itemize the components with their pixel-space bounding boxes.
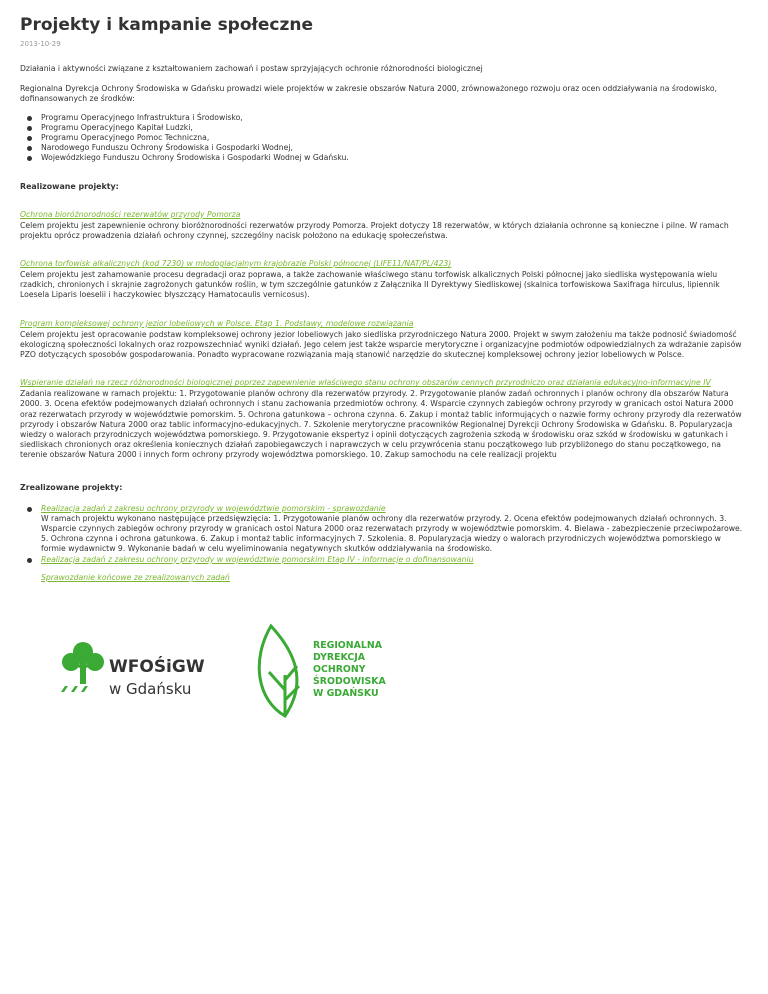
project-entry bbox=[20, 251, 748, 301]
completed-projects-heading: Zrealizowane projekty: bbox=[20, 482, 123, 492]
ongoing-projects-heading: Realizowane projekty: bbox=[20, 181, 119, 191]
completed-project-description: W ramach projektu wykonano następujące przedsięwzięcia: 1. Przygotowanie planów ochrony dla rezerwatów przyrody. 2. Ocena efektów podejmowanych działań ochronnych. 3. Wsparcie czynnych zabiegów ochrony przyrody w granicach ostoi Natura 2000 oraz rezerwatach przyrody w województwie pomorskim. 4. Bielawa - zabezpieczenie przeciwpożarowe. 5. Ochrona czynna i ochrona gatunkowa. 6. Zakup i montaż tablic informacyjnych 7. Szkolenia. 8. Popularyzacja wiedzy o walorach przyrodniczych województwa pomorskiego w formie wydawnictw 9. Wykonanie badań w celu wyeliminowania negatywnych skutków oddziaływania na środowisko. bbox=[41, 513, 743, 554]
project-entry bbox=[20, 370, 748, 460]
funding-item: Programu Operacyjnego Pomoc Techniczna, bbox=[33, 133, 748, 143]
funding-item: Narodowego Funduszu Ochrony Środowiska i Gospodarki Wodnej, bbox=[33, 143, 748, 153]
project-link[interactable]: Wspieranie działań na rzecz różnorodności biologicznej poprzez zapewnienie właściwego stanu ochrony obszarów cennych przyrodniczo oraz działania edukacyjno-informacyjne IV bbox=[20, 378, 711, 388]
project-description: Celem projektu jest zahamowanie procesu degradacji oraz poprawa, a także zachowanie właściwego stanu torfowisk alkalicznych Polski północnej jako siedliska występowania wielu rzadkich, chronionych i skrajnie zagrożonych gatunków roślin, w tym szczególnie gatunków z Załącznika II Dyrektywy Siedliskowej (skalnica torfowiskowa Saxifraga hirculus, lipiennik Loesela Liparis loeselii i haczykowiec błyszczący Hamatocaulis vernicosus). bbox=[20, 270, 720, 300]
completed-project-link[interactable]: Realizacja zadań z zakresu ochrony przyrody w województwie pomorskim - sprawozdanie bbox=[41, 503, 386, 513]
project-description: Celem projektu jest zapewnienie ochrony bioróżnorodności rezerwatów przyrody Pomorza. Projekt dotyczy 18 rezerwatów, w których działania ochronne są konieczne i pilne. W ramach projektu oprócz prowadzenia działań ochrony czynnej, szczególny nacisk położono na edukację społeczeństwa. bbox=[20, 220, 729, 240]
project-entry bbox=[20, 311, 748, 361]
completed-projects-list bbox=[20, 504, 748, 565]
rdos-logo bbox=[247, 620, 407, 720]
wfos-name-text: WFOŚiGW bbox=[109, 656, 205, 677]
project-description: Zadania realizowane w ramach projektu: 1. Przygotowanie planów ochrony dla rezerwatów przyrody. 2. Przygotowanie planów zadań ochronnych i planów ochrony dla obszarów Natura 2000. 3. Ocena efektów podejmowanych działań ochronnych i stanu zachowania przedmiotów ochrony. 4. Wsparcie czynnych zabiegów ochrony przyrody w granicach ostoi Natura 2000 oraz rezerwatach przyrody w województwie pomorskim. 5. Ochrona gatunkowa – ochrona czynna. 6. Zakup i montaż tablic informujących o nazwie formy ochrony przyrody dla rezerwatów przyrody i obszarów Natura 2000 oraz tablic informacyjno-edukacyjnych. 7. Szkolenie merytoryczne pracowników Regionalnej Dyrekcji Ochrony Środowiska w Gdańsku. 8. Popularyzacja wiedzy o walorach przyrodniczych województwa pomorskiego. 9. Przygotowanie ekspertyz i opinii dotyczących zagrożenia szkodą w środowisku oraz szkód w środowisku w gatunkach i siedliskach chronionych oraz określenia koniecznych działań zapobiegawczych i naprawczych w celu przywrócenia stanu początkowego lub przybliżonego do stanu początkowego, na terenie obszarów Natura 2000 i innych form ochrony przyrody województwa pomorskiego. 10. Zakup samochodu na cele realizacji projektu bbox=[20, 389, 742, 460]
project-link[interactable]: Program kompleksowej ochrony jezior lobeliowych w Polsce. Etap 1. Podstawy, modelowe rozwiązania bbox=[20, 318, 414, 328]
tree-icon bbox=[61, 642, 104, 692]
logos-row bbox=[20, 620, 748, 740]
publish-date: 2013-10-29 bbox=[20, 40, 61, 48]
project-entry bbox=[20, 202, 748, 241]
page-title: Projekty i kampanie społeczne bbox=[20, 15, 313, 35]
completed-project-link[interactable]: Realizacja zadań z zakresu ochrony przyrody w województwie pomorskim Etap IV - informacje o dofinansowaniu bbox=[41, 554, 474, 564]
funding-list bbox=[20, 113, 748, 163]
funding-item: Programu Operacyjnego Kapitał Ludzki, bbox=[33, 123, 748, 133]
wfosigw-logo bbox=[53, 640, 233, 716]
completed-project-item bbox=[33, 504, 748, 555]
leaf-icon bbox=[259, 626, 299, 716]
rdos-name-text: REGIONALNA DYREKCJA OCHRONY ŚRODOWISKA W GDAŃSKU bbox=[313, 639, 386, 699]
final-report-link[interactable]: Sprawozdanie końcowe ze zrealizowanych zadań bbox=[41, 572, 230, 582]
funding-item: Programu Operacyjnego Infrastruktura i Środowisko, bbox=[33, 113, 748, 123]
report-link-wrapper bbox=[33, 565, 748, 584]
funding-item: Wojewódzkiego Funduszu Ochrony Środowiska i Gospodarki Wodnej w Gdańsku. bbox=[33, 153, 748, 163]
project-link[interactable]: Ochrona bioróżnorodności rezerwatów przyrody Pomorza bbox=[20, 209, 241, 219]
wfos-city-text: w Gdańsku bbox=[109, 679, 192, 698]
lead-text: Regionalna Dyrekcja Ochrony Środowiska w Gdańsku prowadzi wiele projektów w zakresie obszarów Natura 2000, zrównoważonego rozwoju oraz ocen oddziaływania na środowisko, dofinansowanych ze środków: bbox=[20, 84, 717, 104]
completed-project-item bbox=[33, 555, 748, 565]
intro-text: Działania i aktywności związane z kształtowaniem zachowań i postaw sprzyjających ochronie różnorodności biologicznej bbox=[20, 64, 483, 73]
project-link[interactable]: Ochrona torfowisk alkalicznych (kod 7230) w młodoglacjalnym krajobrazie Polski północnej (LIFE11/NAT/PL/423) bbox=[20, 259, 452, 269]
project-description: Celem projektu jest opracowanie podstaw kompleksowej ochrony jezior lobeliowych jako siedliska przyrodniczego Natura 2000. Projekt w swym założeniu ma także podnosić świadomość ekologiczną społeczności lokalnych oraz rozpowszechniać wyniki działań. Jego celem jest także wsparcie merytoryczne i organizacyjne podmiotów odpowiedzialnych za wdrażanie zapisów PZO dotyczących sposobów gospodarowania. Ponadto wypracowane rozwiązania mają stanowić narzędzie do skutecznej kompleksowej ochrony jezior lobeliowych w Polsce. bbox=[20, 329, 742, 360]
